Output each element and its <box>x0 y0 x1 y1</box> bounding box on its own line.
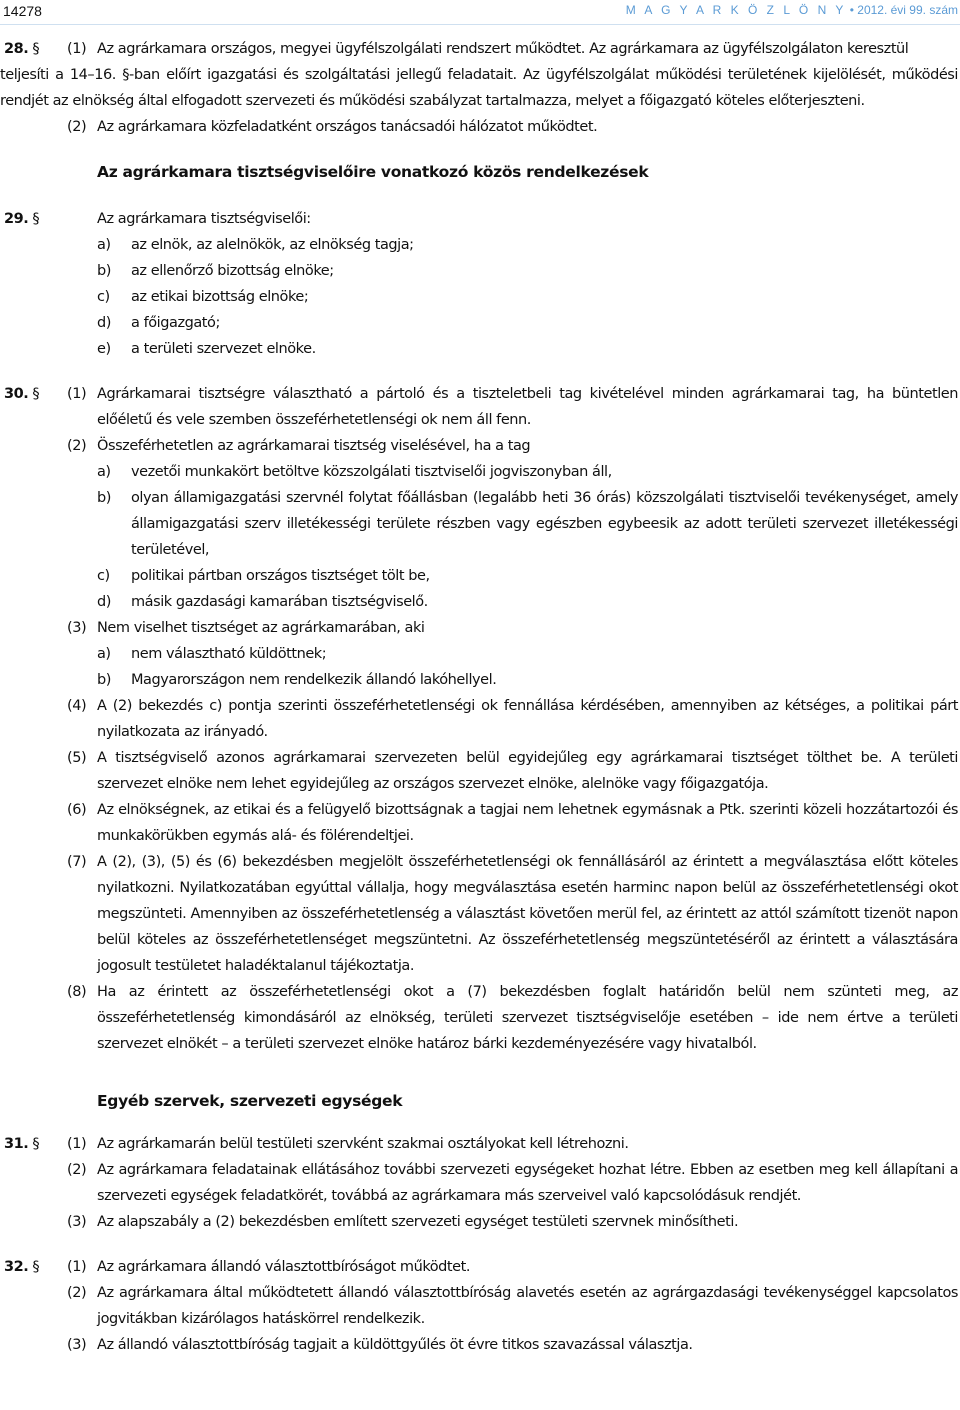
paragraph-text: Ha az érintett az összeférhetetlenségi okot a (7) bekezdésben foglalt határidőn belül nem szünteti meg, az összeférhetetlenség kimondásáról az elnökség, területi szervezet tisztségviselője esetében – ide nem értve a területi szervezet elnökét – a területi szervezet elnöke határoz bárki kezdeményezésére vagy hivatalból. <box>97 984 958 1052</box>
section-28 <box>0 36 958 140</box>
paragraph-number: (2) <box>67 1285 87 1301</box>
paragraph-number: (1) <box>67 1136 87 1152</box>
section-sign: § <box>32 386 40 402</box>
paragraph-7 <box>0 849 958 979</box>
section-31 <box>0 1131 958 1235</box>
list-item <box>0 641 958 667</box>
list-item <box>0 667 958 693</box>
paragraph-number: (1) <box>67 41 87 57</box>
paragraph-3 <box>0 615 958 641</box>
paragraph-3 <box>0 1209 958 1235</box>
paragraph-text: A (2), (3), (5) és (6) bekezdésben megjelölt összeférhetetlenségi ok fennállásáról az érintett a megválasztása előtt köteles nyilatkozni. Nyilatkozatában egyúttal vállalja, hogy megválasztása esetén harminc napon belül az összeférhetetlenségi okot megszünteti. Amennyiben az összeférhetetlenség a választást követően merül fel, az érintett az attól számított tizenöt napon belül köteles az összeférhetetlenséget megszüntetni. Az összeférhetetlenség megszüntetéséről az érintett a választására jogosult testületet haladéktalanul tájékoztatja. <box>97 854 958 974</box>
paragraph-4 <box>0 693 958 745</box>
paragraph-text: Az elnökségnek, az etikai és a felügyelő bizottságnak a tagjai nem lehetnek egymásnak a Ptk. szerinti közeli hozzátartozói és munkakörükben egymás alá- és fölérendeltjei. <box>97 802 958 844</box>
paragraph-text: Az agrárkamara feladatainak ellátásához további szervezeti egységeket hozhat létre. Ebben az esetben meg kell állapítani a szervezeti egységek feladatkörét, továbbá az agrárkamara más szerveivel való kapcsolódásuk rendjét. <box>97 1162 958 1204</box>
running-head <box>626 3 958 17</box>
item-text: a főigazgató; <box>131 315 220 331</box>
item-letter: c) <box>97 289 110 305</box>
item-letter: a) <box>97 237 111 253</box>
paragraph-text: Az agrárkamara által működtetett állandó választottbíróság alavetés esetén az agrárgazdasági tevékenységgel kapcsolatos jogvitákban kizárólagos hatáskörrel rendelkezik. <box>97 1285 958 1327</box>
paragraph-2 <box>0 114 958 140</box>
section-intro <box>0 206 958 232</box>
paragraph-number: (8) <box>67 984 87 1000</box>
paragraph-number: (4) <box>67 698 87 714</box>
paragraph-text: Összeférhetetlen az agrárkamarai tisztség viselésével, ha a tag <box>97 438 531 454</box>
list-item <box>0 258 958 284</box>
paragraph-text: Nem viselhet tisztséget az agrárkamarában, aki <box>97 620 425 636</box>
section-number-text: 28. <box>4 41 29 57</box>
section-sign: § <box>32 1259 40 1275</box>
section-sign: § <box>32 1136 40 1152</box>
paragraph-number: (5) <box>67 750 87 766</box>
issue-number: 2012. évi 99. szám <box>857 3 958 17</box>
journal-title: M A G Y A R K Ö Z L Ö N Y <box>625 3 847 17</box>
paragraph-text: teljesíti a 14–16. §-ban előírt igazgatási és szolgáltatási jellegű feladatait. Az ügyfélszolgálat működési területének kijelölését, működési rendjét az elnökség által elfogadott szervezeti és működési szabályzat tartalmazza, melyet a főigazgató köteles előterjeszteni. <box>0 67 958 109</box>
item-text: politikai pártban országos tisztséget tölt be, <box>131 568 430 584</box>
item-text: az ellenőrző bizottság elnöke; <box>131 263 334 279</box>
paragraph-text: Az alapszabály a (2) bekezdésben említett szervezeti egységet testületi szervnek minősítheti. <box>97 1214 739 1230</box>
section-30 <box>0 381 958 1057</box>
section-29 <box>0 206 958 362</box>
item-text: a területi szervezet elnöke. <box>131 341 316 357</box>
item-text: Magyarországon nem rendelkezik állandó lakóhellyel. <box>131 672 497 688</box>
paragraph-number: (7) <box>67 854 87 870</box>
item-letter: a) <box>97 464 111 480</box>
list-item <box>0 310 958 336</box>
section-sign: § <box>32 211 40 227</box>
paragraph-text: A (2) bekezdés c) pontja szerinti összeférhetetlenségi ok fennállása kérdésében, amennyiben az kétséges, a politikai párt nyilatkozata az irányadó. <box>97 698 958 740</box>
paragraph-text: Az agrárkamara közfeladatként országos tanácsadói hálózatot működtet. <box>97 119 598 135</box>
paragraph-1 <box>0 36 958 62</box>
section-number-text: 29. <box>4 211 29 227</box>
list-item <box>0 284 958 310</box>
item-letter: e) <box>97 341 111 357</box>
item-letter: d) <box>97 315 111 331</box>
paragraph-number: (3) <box>67 620 87 636</box>
paragraph-3 <box>0 1332 958 1358</box>
section-number-text: 31. <box>4 1136 29 1152</box>
item-text: olyan államigazgatási szervnél folytat főállásban (legalább heti 36 órás) közszolgálati tisztviselői tevékenységet, amely államigazgatási szerv illetékességi területe részben vagy egészben egybeesik az adott területi szervezet illetékességi területével, <box>131 490 958 558</box>
subheading-other-bodies: Egyéb szervek, szervezeti egységek <box>97 1092 403 1110</box>
item-text: másik gazdasági kamarában tisztségviselő. <box>131 594 428 610</box>
paragraph-1 <box>0 381 958 433</box>
paragraph-number: (2) <box>67 438 87 454</box>
section-sign: § <box>32 41 40 57</box>
item-letter: b) <box>97 263 111 279</box>
paragraph-number: (3) <box>67 1337 87 1353</box>
paragraph-2 <box>0 1280 958 1332</box>
item-text: az elnök, az alelnökök, az elnökség tagja; <box>131 237 414 253</box>
item-letter: c) <box>97 568 110 584</box>
paragraph-number: (1) <box>67 1259 87 1275</box>
paragraph-text-line1: Az agrárkamara országos, megyei ügyfélszolgálati rendszert működtet. Az agrárkamara az ügyfélszolgálaton keresztül <box>97 41 909 57</box>
item-text: nem választható küldöttnek; <box>131 646 327 662</box>
list-item <box>0 589 958 615</box>
paragraph-number: (2) <box>67 1162 87 1178</box>
section-number-text: 30. <box>4 386 29 402</box>
document-body <box>0 36 958 1358</box>
section-32 <box>0 1254 958 1358</box>
paragraph-text: Az agrárkamara tisztségviselői: <box>97 211 311 227</box>
header-rule <box>0 24 960 25</box>
paragraph-text: A tisztségviselő azonos agrárkamarai szervezeten belül egyidejűleg egy agrárkamarai tisztséget tölthet be. A területi szervezet elnöke nem lehet egyidejűleg az országos szervezet elnöke, alelnöke vagy főigazgatója. <box>97 750 958 792</box>
item-letter: a) <box>97 646 111 662</box>
paragraph-5 <box>0 745 958 797</box>
section-number-text: 32. <box>4 1259 29 1275</box>
paragraph-text: Az agrárkamarán belül testületi szervként szakmai osztályokat kell létrehozni. <box>97 1136 629 1152</box>
list-item <box>0 485 958 563</box>
item-text: vezetői munkakört betöltve közszolgálati tisztviselői jogviszonyban áll, <box>131 464 612 480</box>
paragraph-text: Agrárkamarai tisztségre választható a pártoló és a tiszteletbeli tag kivételével minden agrárkamarai tag, ha büntetlen előéletű és vele szemben összeférhetetlenségi ok nem áll fenn. <box>97 386 958 428</box>
paragraph-2 <box>0 1157 958 1209</box>
paragraph-8 <box>0 979 958 1057</box>
paragraph-2 <box>0 433 958 459</box>
paragraph-1 <box>0 1254 958 1280</box>
list-item <box>0 232 958 258</box>
subheading-officials: Az agrárkamara tisztségviselőire vonatkozó közös rendelkezések <box>97 163 649 181</box>
bullet-separator: • <box>849 3 854 17</box>
paragraph-number: (2) <box>67 119 87 135</box>
page-number: 14278 <box>3 3 42 19</box>
item-letter: b) <box>97 672 111 688</box>
paragraph-number: (1) <box>67 386 87 402</box>
paragraph-1 <box>0 1131 958 1157</box>
paragraph-number: (3) <box>67 1214 87 1230</box>
item-letter: b) <box>97 490 111 506</box>
paragraph-6 <box>0 797 958 849</box>
list-item <box>0 563 958 589</box>
list-item <box>0 459 958 485</box>
paragraph-text: Az állandó választottbíróság tagjait a küldöttgyűlés öt évre titkos szavazással választja. <box>97 1337 693 1353</box>
paragraph-1-continued <box>0 62 958 114</box>
page-header <box>0 0 960 24</box>
paragraph-number: (6) <box>67 802 87 818</box>
list-item <box>0 336 958 362</box>
paragraph-text: Az agrárkamara állandó választottbíróságot működtet. <box>97 1259 471 1275</box>
item-letter: d) <box>97 594 111 610</box>
item-text: az etikai bizottság elnöke; <box>131 289 309 305</box>
